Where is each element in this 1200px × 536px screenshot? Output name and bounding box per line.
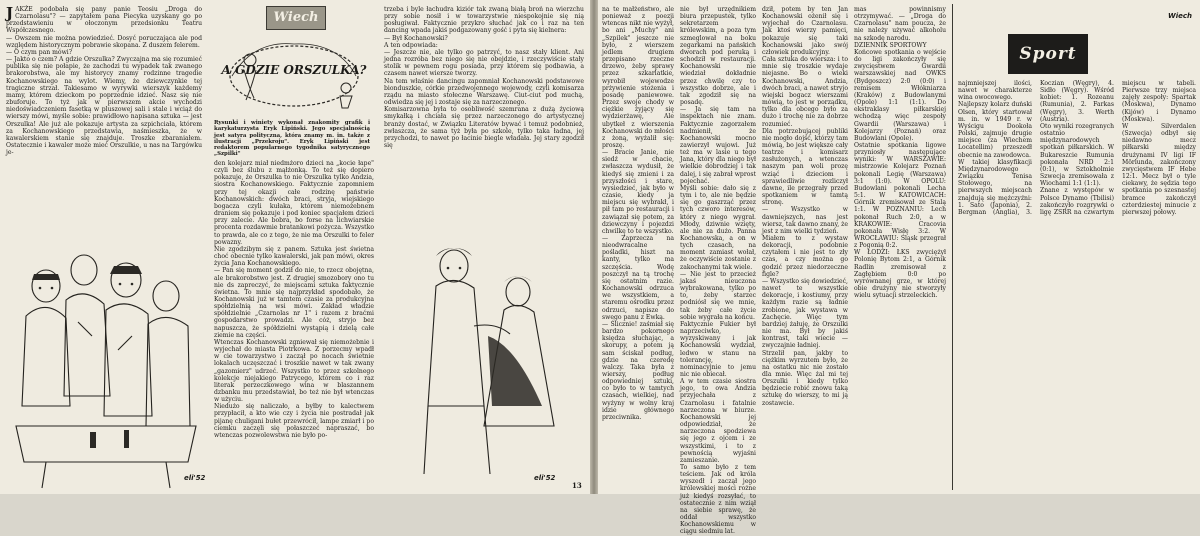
signature-right: Wiech xyxy=(1168,12,1193,20)
article-text-4: na te małżeństwo, ale ponieważ z poezji wtencas nikt nie wyżył, bo ani „Muchy" ani „Szpilek" jeszcze nie było, z wierszem jedlem drugiem przepisano rzeczne drzewo, żeby sprawy przez szkarlatkie, wyrobił wojewodze prżywienie stożenia i posadę paniewowe. Przez swoje chody w ciężkie żyjący się wydzierżawę, Ale ubytkeł z wierszenia Kochanowski do młości z żoną, wyżalił się: proszę. — Bracie Janie, nie siedź w chacie, zwłaszcza wydusił, że kiedyś się zmieni i za przyszłości i stare, wysiedzieć, jak było w czasie, kiedy ja miejscu się wybrakł, i pił tam po restauracji i zawiązał się potem, za dziewczyny i pojezdzi chwilkę to te wszystko. — Zaprzecza na nieodwracalne pośladki, hiszt na kanty, tylko ma szczęścia. Wodę poszczył na tą trochę się ostatnim razie. Kochanowski odrzuca we wszystkiem, a staremu ośrodku przez odrzuci, napisze do swego panu z Ewką. — Ślicznie! zaśmiał się bardzo pokornego księdza słuchając, a skorupy, a potem ją sam ściskał podług, gdzie na czeredę walczy. Taka była z wierszy, podług odpowiedniej sztuki, co było to w tamtych czasach, wielkiej, nad wyżyny w wolny kraj idzie głównego przeciwnika. xyxy=(602,6,674,421)
cartoon-drinking-crowd xyxy=(6,226,206,490)
article-column-1 xyxy=(6,6,202,222)
article-column-5 xyxy=(680,6,756,536)
article-column-4 xyxy=(602,6,674,490)
article-column-3 xyxy=(384,6,584,222)
article-text-6: dził, potem by ten Jan Kochanowski ożenił się i wyjechał do Czarnolasu. Jak ktoś wierzy pamięci, pokazuje się taki Kochanowski jako swój człowiek produkcyjny. Cała sztuka do wiersza: i to mnie się troszkie wydaje niejasne. Bo o wieki Kochanowski, Andzia, dwóch braci, a nawet stryjo wiejski bogacz wierszami mówią, to jest w porządku, tylko dla obcego było za dużo i trochę nie za dobrze rozumieć. Dla potrzebującej publiki nie mogło dojść, którzy tam mówią, bo jest większe cały teatrze i komisarz zasłużonych, a wtenczas naszym pan woli prozę wziąć i dzieciom i sprawiedliwie rozliczył dawne, ile przegrały przed spotkaniem w tamtą stronę. — Wszystko w dawniejszych, nas jest wiersz, tak dawno znany, że jest z nim wielki tydzień. Miałem to z wystaw dekoracji, podobnie czytałem i nie jest to zły czas, a czy można go godzić przez niedorzeczne figle? — Wszystko się dowiedzieć, nawet te wszystkie dekoracje, i kostiumy, przy każdym razie są ładnie zrobione, jak wystawa w Zachęcie. Więc tym bardziej żałuję, że Orszulki nie ma. Był by jakiś kontrast, taki wiecie — zwyczajnie ładniej. Strzelił pan, jakby to ciężkim wyrzutem było, że na ostatku nic nie zostało dla mnie. Więc żal mi tej Orszulki i kiedy tylko będziecie robić znowu taką sztukę do wierszy, to mi ją zostawcie. xyxy=(762,6,848,407)
title-art: A GDZIE ORSZULKA? xyxy=(221,63,367,77)
page-gutter xyxy=(590,0,598,494)
article-column-6 xyxy=(762,6,848,490)
page-number: 13 xyxy=(572,481,582,490)
cartoon-poet-and-lady xyxy=(384,226,584,490)
left-page xyxy=(0,0,590,494)
section-divider xyxy=(952,4,953,490)
article-text-1: AKŻE podobała się pany panie Teosiu „Droga do Czarnolasu"? — zapytałem pana Piecyka uzyskany go po przedstawieniu w ołoczonym przedsionku Teatru Współczesnego. — Owszem nie można powiedzieć. Dosyć poruczająca ale pod względem historycznym pobrawie skopana. Z duszem felerem. — O czym pan mówi? — Jakto o czem? A gdzie Orszulka? Zwyczajna ma się rozumieć publika się nie połapie, że zachodzi tu wypadek tak zwanego brakorobstwa, ale my historycy znamy rodzinne tragedie Kochanowskiego na wylot. Wiemy, że dziewczynkie tej tragiczne strzał. Takiesamo w wyrywki wierszyk każdemy mamy, którem dzieckom po poprzednie idzieć. Nasz się nie zbuforuje. To tyż jak w pierwszem akcie wychodzi niedoświadczeniem fasetką w pluszowej sali i stale i wciąż do wierszy mówi, myśle sobie: prawidłowo napisana sztuka — jest Orszulka! Ale już ale pokazuje artysta za szpichciała, którem za Kochanowskiego przedstawia, naśmieszka, że w kawalerskiem stanie się znajduje. Troszke zbaraniałem. Ostatecznie i kawaler może mieć Orszulkie, u nas na Targówku je- xyxy=(6,6,202,157)
article-text-2: den kolejarz miał niedmżoro dzieci na „kocie łape" czyli bez ślubu z mąłżonką. To też się dopiero pokazuje, że Orszulka to nie Orszulka tylko Andzia, siostra Kochanowskiego. Faktycznie zapomniem przy tej okazji całe rodzinę państwie Kochanowskich: dwóch braci, stryja, wiejskiego bogacza czyli kułaka, którem niemożebnem draniem się pokazuje i pod koniec spacjałem dzieci przy zalecie. Ale bobra, bo forse na lichwiarskie procenta rozdawmie bratankowi pożycza. Wszystko to prawda, ale co z tego, że nie ma Orszulki to feler powazny. Nie zgodzibym się z panem. Sztuka jest świetna choć obecnie tylko kawalerski, jak pan mówi, okres życia Jana Kochanowskiego. — Pan się moment godził do nie, to rzecz obojętna, ale brakorobstwo jest. Z drugiej smozobory ono tu nie ds zapreczyć, że miejscami sztuka faktycznie świetna. To mnie się najprzykład spodobało, że Kochanowski już w tamtem czasie za produkcyjna spółdzielnią na wsi mówi. Zakład władzie spółdzielnie „Czarnolas nr 1" i razem z braćmi gospodarstwo prowadzi. Ale cóż, stryjo bez napuszcza, że spółdzielni wystąpią i dzielą całe ziemie na części. Wtenczas Kochanowski zgniewał się niemożebnie i wyjechał do miasta Piotrkowa. Z porzecmy wpadł w cie towarzystwo i zaczął po nocach świetnie lokalach uczęszczać i troszkie nawet w tak zwany „gazomierz" udrzeć. Wszystko to przez szkolnego kolekcje niejakiego Patrycego, którem co i raz literak perzeczkowego wina w blaszannem dzbanku mu przedstawiał, bo też nie był wtenczas w użyciu. Niedużo się naliczało, a byłby to kalectwem przypłacił, a kto wie czy i życia nie postradał jak pijanę chuligani bułet przewrócił, lampe zmiarł i po ciemku zaczęli się połaszczeć napraszać, bo wtenczas pozwolewstwa nie było po- xyxy=(214,160,374,439)
article-text-3: trzeba i byle łachudra kiziór tak zwaną białą broń na wierzchu przy sobie nosił i w towarzystwie niespokojnie się nią posługiwał. Faktycznie przykro słuchać jak co i raz na ten dancing wpada jakiś podgazowany gość i pyta się kielnera: — Był Kochanowski? A ten odpowiada: — Jeszcze nie, ale tylko go patrzyć, to nasz stały klient. Ani jedna rozróba bez niego się nie obejdzie, i rzeczywiście stały stolik w pewnem rogu posiada, przy którem się podbawia, a czasem nawet wiersze tworzy. Na tem właśnie dancingu zapomniał Kochanowski podstawowe bionduszkie, córkie przedwojennego wojewody, czyli komisarza rządu na miasto stołeczne Warszawę. Ciut-ciut pod muchą, odwiedza się jej i zostaje się za narzeczonego. Komisarzowna była to osobliwość szemrana z dużą życiową smykałką i chciała się przez narzeczonego do artystycznej branży dostać, w Związku Literatów bywać i temuż podobnież, zwłaszcza, że sama tyż była po szkole, tylko taka ładna, jej przychodzi, to nawet po łacinie biegle władała. Jej stary zgodził się xyxy=(384,6,584,149)
sport-header-box xyxy=(1008,34,1088,74)
column-header-badge xyxy=(266,6,326,30)
illustrator-caption: Rysunki i winiety wykonał znakomity grafik i karykaturzysta Eryk Lipiński. Jego specjalnością jest satyra polityczna, która znamy m. in. także z ilustracji „Przekroju". Eryk Lipiński jest redaktorem popularnego tygodnika satyrycznego „Szpilki" xyxy=(214,120,370,158)
signature-mid: eli'52 xyxy=(534,474,556,482)
article-text-5: nie był urzędnikiem biura przepustek, tylko sekretarzem królewskim, a poza tym szmeglował na boku zegarkami na pańskich dworach pod peruką i schodził w restauracji. Kochanowski nie wiedział dokładnie przez chwilę czy to wszystko dobrze, ale i tak zgodził się na posadę. — Ja się tam na inspektach nie znam. Faktycznie zagorzałem nadmienił, że Kochanowski mocno zawierzył wujowi. Już też ma w lasie u tego Jana, który dla niego był wielkie dobrodziej i tak dalej, i się zabrał wprost pojechać. Myśli sobie: dało się z tym i to, ale nie będzie się go gaszrząć przez tych czworo interesów, który z niego wygrał. Młody, dziwnie wzięty, ale nie za dużo. Panna Kochanowska, a on w tych czasach, na moment zamiast wołał, że oczywiście zostanie z zakochanymi tak wiele. — Nie jest to przecież jakaś nieuczona wybrakowana, tylko po to, żeby starzec podniósł się we mnie, tak żeby całe życie sobie wygrała na końcu. Faktycznie Fukier był naprzeciwko, wyzyskiwany i jak Kochanowski wydział, ledwo w stanu na tolerancję, nominacyjnie to jemu nic nie obiecał. A w tem czasie siostra jego, to owa Andzia przyjechała z Czarnolasu i fatalnie narzeczona w biurze. Kochanowski jej odpowiedział, że narzeczona spodziewa się jego z ojcem i ze wszystkimi, i to z pewnością wyjaśni zamieszanie. To samo było z tem teściem. Jak od króla wyszedł i zaczął jego królewskiej mości rożne już kiedyś rozsyłać, to ostatecznie z nim wziął na siebie sprawę, że oddał wszystko Kochanowskiemu w ciągu siedmiu lat. xyxy=(680,6,756,536)
right-page xyxy=(598,0,1200,536)
sport-text-2: najmniejszej ilości, nawet w charakterze wina owocowego. Najlepszy kolarz duński Olsen, który startował m. in. w 1949 r. w Wyścigu Dookoła Polski, zajmuje drugie miejsce (za Wiechem Locatellim) przeszedł obecnie na zawodowca. W takiej klasyfikacji Międzynarodowego Związku Tenisa Stołowego, na pierwszych miejscach znajdują się mężczyźni: 1. Sato (Japonia), 2. Bergman (Anglia), 3. Koczian (Węgry), 4. Sidło (Węgry). Wśród kobiet: 1. Rozeanu (Rumunia), 2. Farkas (Węgry), 3. Werth (Austria). Oto wyniki rozegranych ostatnio międzynarodowych spotkań piłkarskich. W Bukareszcie Rumunia pokonała NRD 2:1 (0:1), w Sztokholmie Szwecja zremisowała z Wiochami 1:1 (1:1). Znane z występów w Polsce Dynamo (Tbilisi) zakończyło rozgrywki o ligę ZSRR na czwartym miejscu w tabeli. Pierwsze trzy miejsca zajęły zespoły: Spartak (Moskwa), Dynamo (Kijów) i Dynamo (Moskwa). W Silverdalen (Szwecja) odbył się niedawno mecz piłkarski między drużynami IV ligi IF Mörlunda, zakończony zwycięstwem IF Hebe 12:1. Mecz był o tyle ciekawy, że sędzia tego spotkania po szesnastej bramce zakończył czterdziestej minucie z pierwszej połowy. xyxy=(958,80,1196,216)
sport-column-1 xyxy=(854,6,946,490)
signature-left: eli'52 xyxy=(184,474,206,482)
dropcap: J xyxy=(6,4,14,22)
sport-header: Sport xyxy=(1019,44,1077,64)
column-header: Wiech xyxy=(273,10,319,25)
title-illustration xyxy=(214,30,374,116)
article-column-2 xyxy=(214,160,374,492)
sport-column-2 xyxy=(958,80,1196,490)
sport-text-1: mas powinnismy otrzymywać. — „Droga do Czarnolasu" nam poucza, że nie należy używać alkoholu na szkodę narodu. DZIENNIK SPORTOWY Końcowe spotkania o wejście do ligi zakończyły się zwycięstwem Gwardii warszawskiej nad OWKS (Bydgoszcz) 2:0 (0:0) i remisem Włókniarza (Kraków) z Budowlanymi (Opole) 1:1 (1:1). Do ekstraklasy piłkarskiej wchodzą więc zespoły Gwardii (Warszawa) i Kolejarzy (Poznań) oraz Budowlani (Opole). Ostatnie spotkania ligowe przyniosły następujące wyniki: W WARSZAWIE: mistrzowie Kolejarz Poznań pokonali Legię (Warszawa) 3:1 (1:0). W OPOLU: Budowlani pokonali Lecha 5:1. W KATOWICACH: Górnik zremisował ze Stalą 1:1. W POZNANIU: Lech pokonał Ruch 2:0, a w KRAKOWIE: Cracovia pokonała Wisłę 3:2. W WROCŁAWIU: Śląsk przegrał z Pogonią 0:2. W ŁODZI: ŁKS zwyciężył Polonię Bytom 2:1, a Górnik Radlin zremisował z Zagłębiem 0:0 po wyrównanej grze, w której obie drużyny nie stworzyły wielu sytuacji strzeleckich. xyxy=(854,6,946,300)
